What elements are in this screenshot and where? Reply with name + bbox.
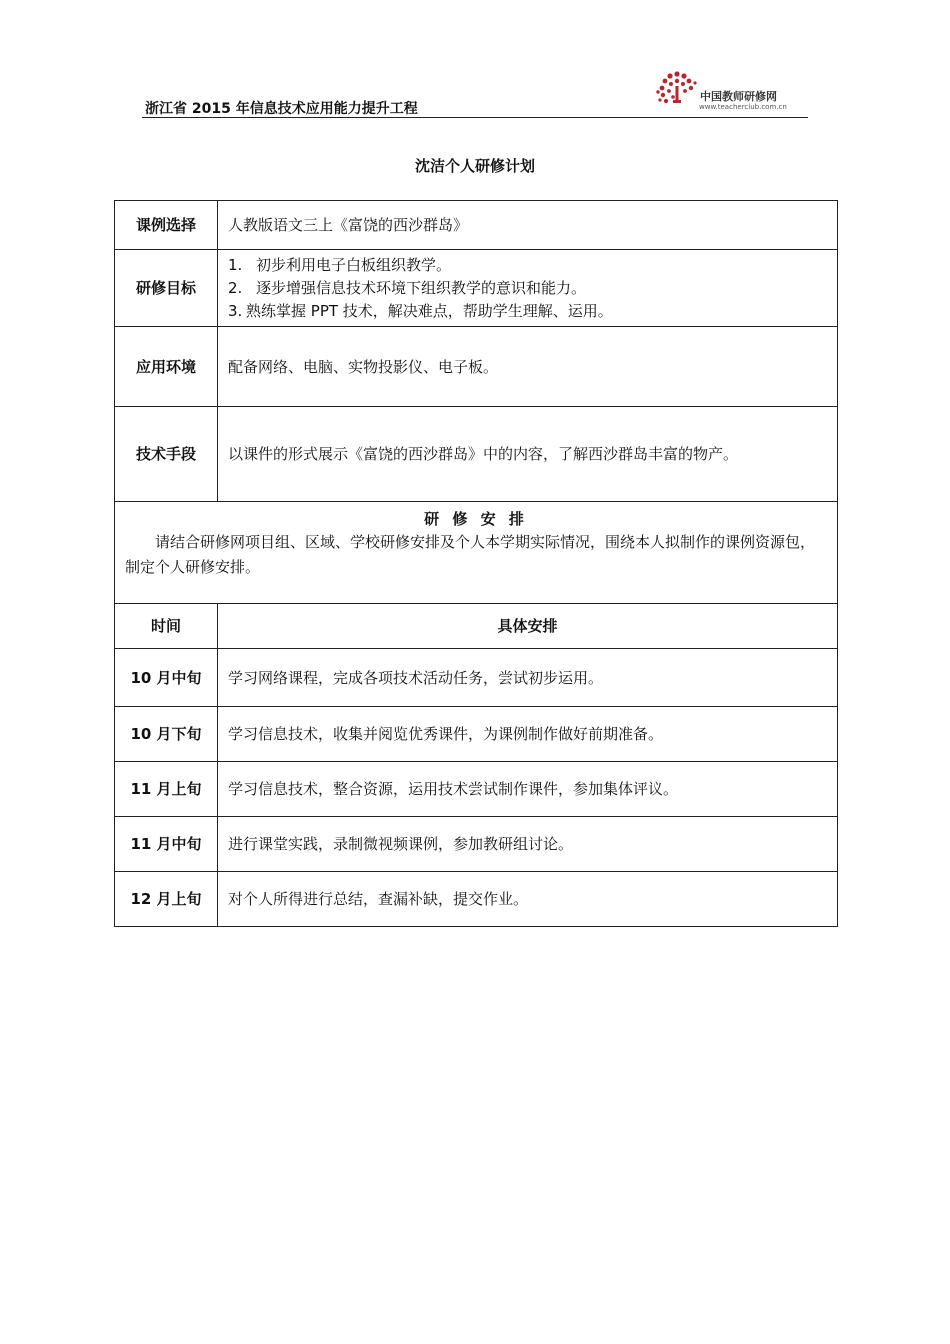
tech-value: 以课件的形式展示《富饶的西沙群岛》中的内容，了解西沙群岛丰富的物产。 [218,407,838,502]
tech-row [115,407,838,502]
goal-list [218,250,838,327]
env-label: 应用环境 [115,327,218,407]
schedule-row [115,762,838,817]
schedule-plan: 进行课堂实践，录制微视频课例，参加教研组讨论。 [218,817,838,872]
arrangement-heading: 研 修 安 排 [424,510,528,528]
schedule-time: 11 月中旬 [115,817,218,872]
schedule-row [115,872,838,927]
page-title: 沈洁个人研修计划 [414,157,535,175]
arrangement-cell [115,502,838,604]
schedule-time: 10 月下旬 [115,707,218,762]
project-header: 浙江省 2015 年信息技术应用能力提升工程 [145,101,418,117]
teacherclub-logo [654,68,804,116]
goal-item: 2. 逐步增强信息技术环境下组织教学的意识和能力。 [228,278,587,297]
schedule-time: 11 月上旬 [115,762,218,817]
plan-column-header: 具体安排 [218,604,838,649]
logo-name: 中国教师研修网 [700,90,777,103]
schedule-time: 10 月中旬 [115,649,218,707]
case-row [115,201,838,250]
schedule-plan: 对个人所得进行总结，查漏补缺，提交作业。 [218,872,838,927]
schedule-time: 12 月上旬 [115,872,218,927]
case-value: 人教版语文三上《富饶的西沙群岛》 [218,201,838,250]
goal-item: 3. 熟练掌握 PPT 技术，解决难点，帮助学生理解、运用。 [228,301,613,320]
env-value: 配备网络、电脑、实物投影仪、电子板。 [218,327,838,407]
goal-label: 研修目标 [115,250,218,327]
logo-emblem-icon [654,68,700,114]
schedule-plan: 学习信息技术，整合资源，运用技术尝试制作课件，参加集体评议。 [218,762,838,817]
tech-label: 技术手段 [115,407,218,502]
env-row [115,327,838,407]
case-label: 课例选择 [115,201,218,250]
header-divider [142,117,808,118]
goal-item: 1. 初步利用电子白板组织教学。 [228,255,452,274]
schedule-header-row [115,604,838,649]
schedule-row [115,817,838,872]
schedule-plan: 学习网络课程，完成各项技术活动任务，尝试初步运用。 [218,649,838,707]
schedule-row [115,707,838,762]
time-column-header: 时间 [115,604,218,649]
logo-url: www.teacherclub.com.cn [699,103,787,111]
study-plan-table [114,200,838,927]
schedule-plan: 学习信息技术，收集并阅览优秀课件，为课例制作做好前期准备。 [218,707,838,762]
arrangement-description: 请结合研修网项目组、区域、学校研修安排及个人本学期实际情况，围绕本人拟制作的课例资源包，制定个人研修安排。 [125,533,816,576]
schedule-row [115,649,838,707]
goal-row [115,250,838,327]
arrangement-row [115,502,838,604]
